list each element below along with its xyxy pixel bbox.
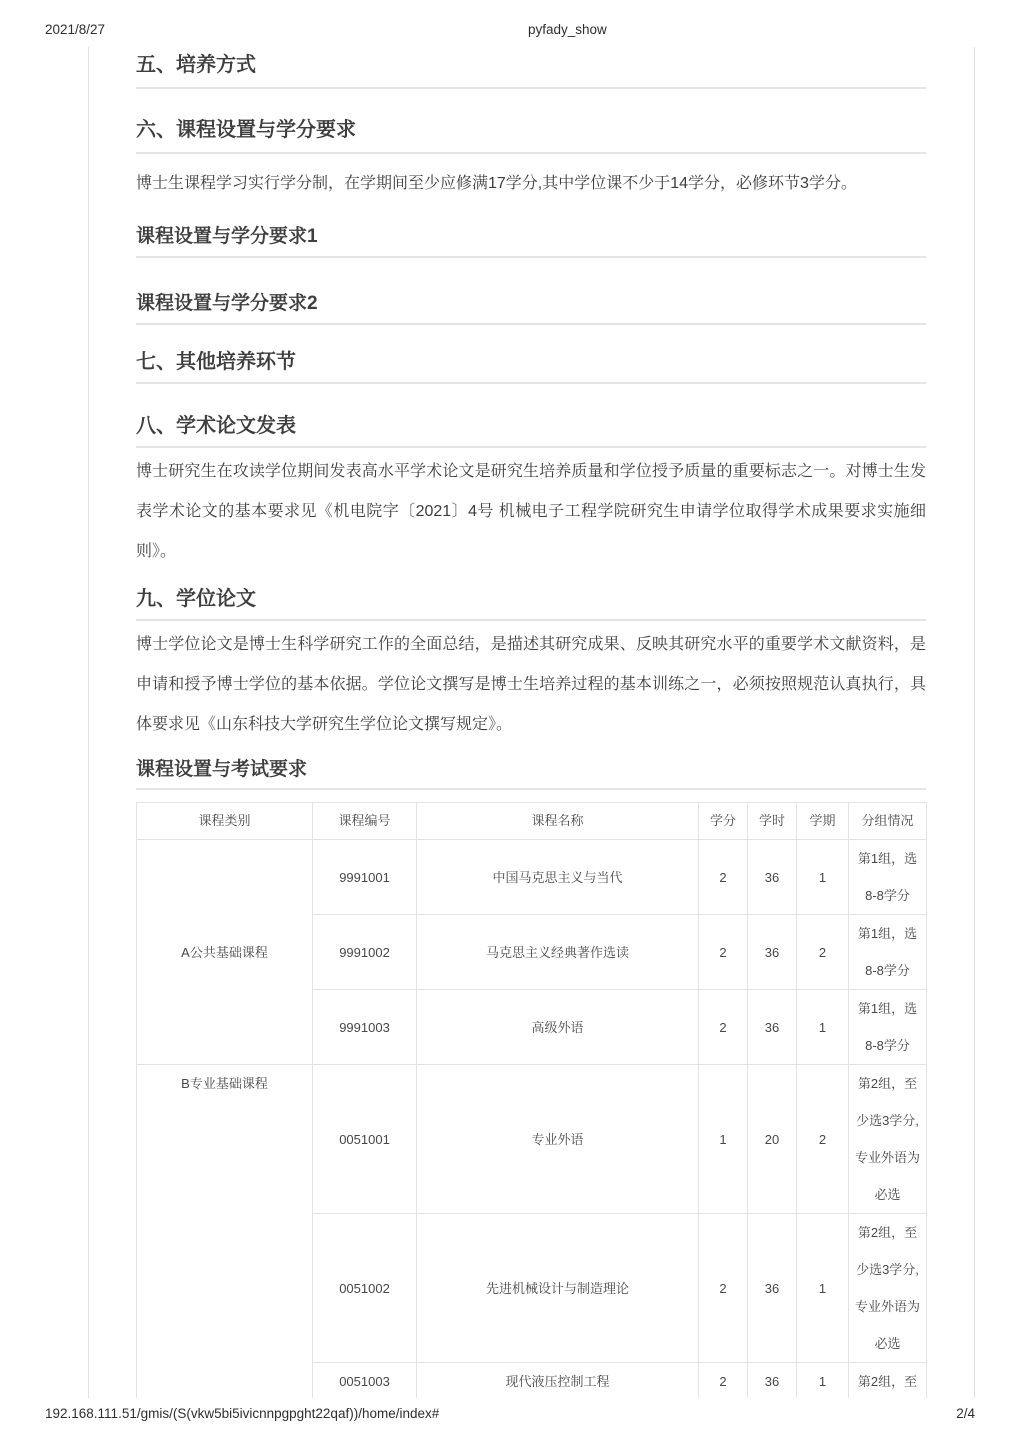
section-7-heading: 七、其他培养环节 [136,351,296,373]
semester-cell: 2 [797,1065,849,1214]
grouping-cell: 第1组，选 8-8学分 [849,990,927,1065]
hours-cell: 36 [748,840,797,915]
semester-cell: 1 [797,1214,849,1363]
grouping-cell: 第2组，至 少选3学分, 专业外语为 必选 [849,1065,927,1214]
column-header: 课程类别 [137,803,313,840]
section-8-paragraph: 博士研究生在攻读学位期间发表高水平学术论文是研究生培养质量和学位授予质量的重要标志之一。对博士生发表学术论文的基本要求见《机电院字〔2021〕4号 机械电子工程学院研究生申请学位取得学术成果要求实施细则》。 [136,463,926,560]
print-footer-url: 192.168.111.51/gmis/(S(vkw5bi5ivicnnpgpght22qaf))/home/index# [45,1406,440,1421]
print-header-document-title: pyfady_show [528,22,607,37]
course-code-cell: 0051001 [313,1065,417,1214]
grouping-cell: 第1组，选 8-8学分 [849,915,927,990]
category-cell: B专业基础课程 [137,1065,313,1399]
course-code-cell: 0051002 [313,1214,417,1363]
course-code-cell: 9991002 [313,915,417,990]
course-name-cell: 高级外语 [417,990,699,1065]
hours-cell: 20 [748,1065,797,1214]
course-name-cell: 专业外语 [417,1065,699,1214]
grouping-cell: 第1组，选 8-8学分 [849,840,927,915]
column-header: 课程编号 [313,803,417,840]
course-table [136,802,927,1398]
hours-cell: 36 [748,1363,797,1399]
hours-cell: 36 [748,915,797,990]
column-header: 课程名称 [417,803,699,840]
course-code-cell: 9991001 [313,840,417,915]
credits-cell: 2 [699,1363,748,1399]
heading-rule [136,446,926,448]
grouping-cell: 第2组，至 [849,1363,927,1399]
heading-rule [136,323,926,325]
course-code-cell: 9991003 [313,990,417,1065]
credits-cell: 2 [699,915,748,990]
heading-rule [136,256,926,258]
semester-cell: 1 [797,840,849,915]
section-5-heading: 五、培养方式 [136,54,256,76]
credits-cell: 2 [699,1214,748,1363]
credits-cell: 1 [699,1065,748,1214]
heading-rule [136,382,926,384]
course-code-cell: 0051003 [313,1363,417,1399]
hours-cell: 36 [748,990,797,1065]
course-name-cell: 中国马克思主义与当代 [417,840,699,915]
column-header: 分组情况 [849,803,927,840]
credits-cell: 2 [699,840,748,915]
heading-rule [136,87,926,89]
column-header: 学分 [699,803,748,840]
grouping-cell: 第2组，至 少选3学分, 专业外语为 必选 [849,1214,927,1363]
credit-requirements-1-heading: 课程设置与学分要求1 [136,226,318,247]
print-header-date: 2021/8/27 [45,22,106,37]
print-footer [45,1406,975,1421]
hours-cell: 36 [748,1214,797,1363]
section-6-heading: 六、课程设置与学分要求 [136,119,356,141]
section-8-heading: 八、学术论文发表 [136,415,296,437]
heading-rule [136,152,926,154]
section-9-heading: 九、学位论文 [136,588,256,610]
course-table-header-row [137,803,927,840]
column-header: 学时 [748,803,797,840]
semester-cell: 1 [797,990,849,1065]
semester-cell: 2 [797,915,849,990]
course-name-cell: 先进机械设计与制造理论 [417,1214,699,1363]
credits-cell: 2 [699,990,748,1065]
heading-rule [136,619,926,621]
course-name-cell: 现代液压控制工程 [417,1363,699,1399]
column-header: 学期 [797,803,849,840]
credit-requirements-2-heading: 课程设置与学分要求2 [136,293,318,314]
course-row [137,840,927,915]
semester-cell: 1 [797,1363,849,1399]
category-cell: A公共基础课程 [137,840,313,1065]
content-frame [88,47,975,1398]
print-footer-page-indicator: 2/4 [956,1406,975,1421]
course-row [137,1065,927,1214]
heading-rule [136,788,926,790]
course-name-cell: 马克思主义经典著作选读 [417,915,699,990]
course-table-title-heading: 课程设置与考试要求 [136,759,308,780]
section-6-paragraph: 博士生课程学习实行学分制，在学期间至少应修满17学分,其中学位课不少于14学分，必修环节3学分。 [136,175,857,192]
section-9-paragraph: 博士学位论文是博士生科学研究工作的全面总结，是描述其研究成果、反映其研究水平的重要学术文献资料，是申请和授予博士学位的基本依据。学位论文撰写是博士生培养过程的基本训练之一，必须按照规范认真执行，具体要求见《山东科技大学研究生学位论文撰写规定》。 [136,636,926,733]
